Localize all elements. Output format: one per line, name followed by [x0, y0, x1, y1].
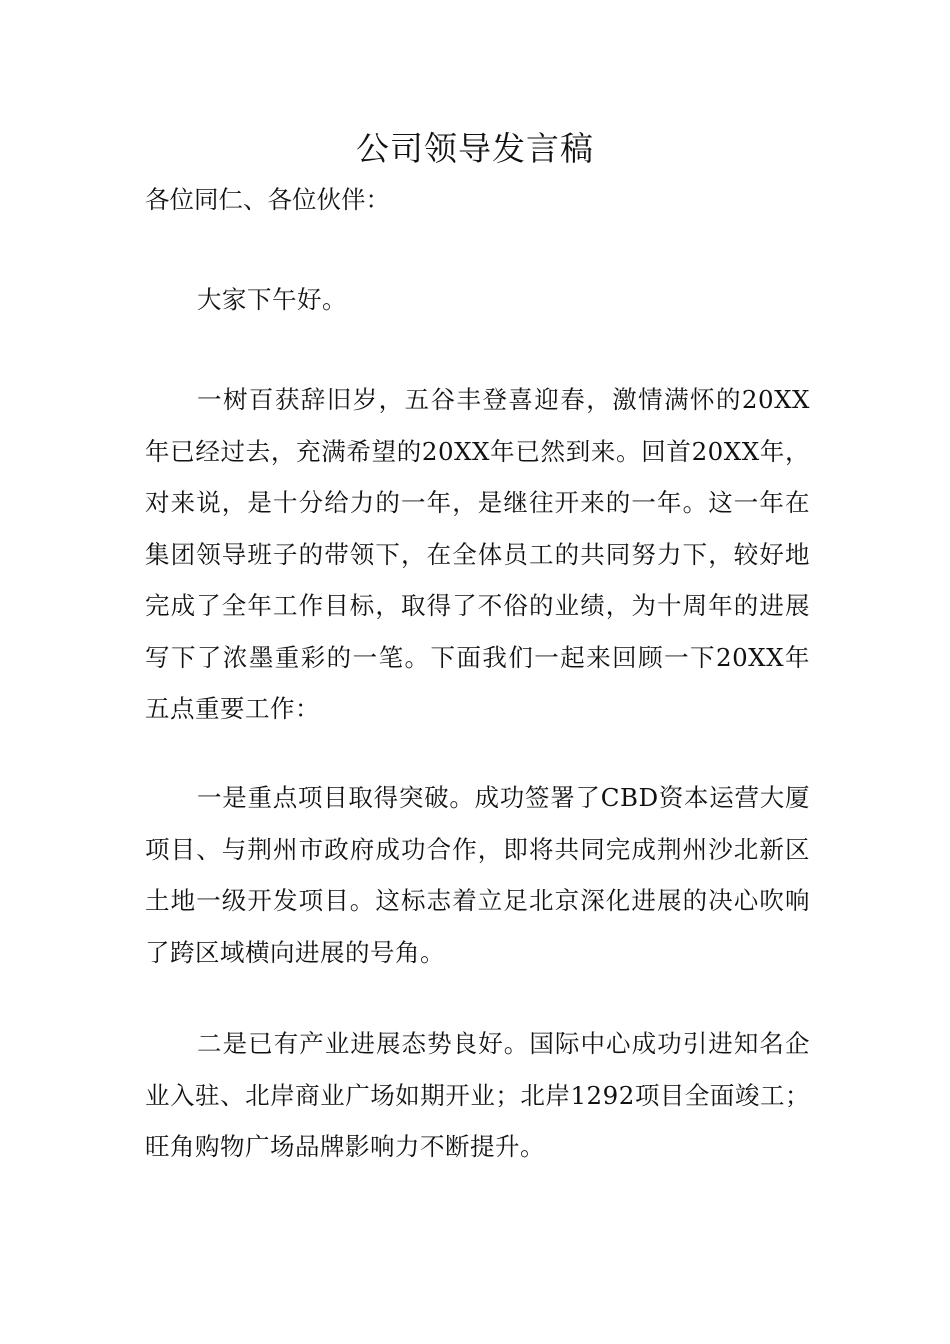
- paragraph-point-one: 一是重点项目取得突破。成功签署了CBD资本运营大厦项目、与荆州市政府成功合作，即将共同完成荆州沙北新区土地一级开发项目。这标志着立足北京深化进展的决心吹响了跨区域横向进展的号角。: [145, 783, 810, 967]
- document-title: 公司领导发言稿: [356, 129, 594, 168]
- paragraph-opening: 大家下午好。: [197, 285, 347, 314]
- paragraph-review: 一树百获辞旧岁，五谷丰登喜迎春，激情满怀的20XX年已经过去，充满希望的20XX年已然到来。回首20XX年，对来说，是十分给力的一年，是继往开来的一年。这一年在集团领导班子的带领下，在全体员工的共同努力下，较好地完成了全年工作目标，取得了不俗的业绩，为十周年的进展写下了浓墨重彩的一笔。下面我们一起来回顾一下20XX年五点重要工作：: [145, 385, 810, 723]
- paragraph-point-two: 二是已有产业进展态势良好。国际中心成功引进知名企业入驻、北岸商业广场如期开业；北岸1292项目全面竣工；旺角购物广场品牌影响力不断提升。: [145, 1029, 810, 1161]
- greeting-line: 各位同仁、各位伙伴：: [145, 185, 390, 214]
